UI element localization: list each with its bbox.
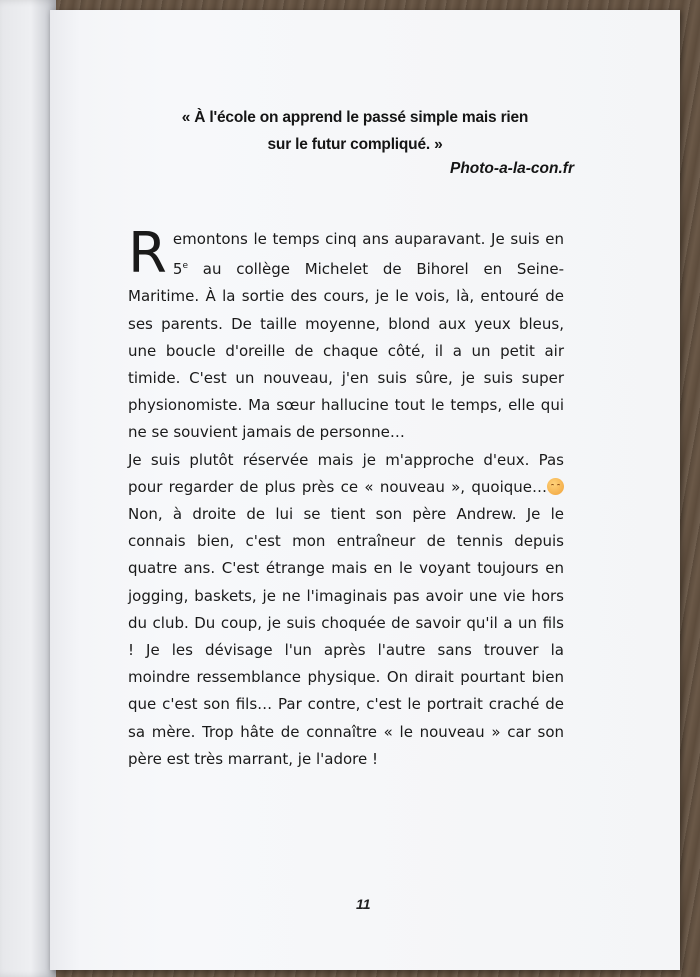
paragraph-1-text-a: emontons le temps cinq ans auparavant. Je suis en 5	[172, 230, 564, 279]
smiling-face-emoji-icon	[547, 478, 564, 495]
page-number: 11	[356, 896, 371, 912]
paragraph-2-text-b: Non, à droite de lui se tient son père Andrew. Je le connais bien, c'est mon entraîneur de tennis depuis quatre ans. C'est étrange mais en le voyant toujours en jogging, baskets, je ne l'imaginais pas avoir une vie hors du club. Du coup, je suis choquée de savoir qu'il a un fils ! Je les dévisage l'un après l'autre sans trouver la moindre ressemblance physique. On dirait pourtant bien que c'est son fils… Par contre, c'est le portrait craché de sa mère. Trop hâte de connaître « le nouveau » car son père est très marrant, je l'adore !	[128, 505, 564, 768]
epigraph-line-1: « À l'école on apprend le passé simple mais rien	[181, 109, 529, 126]
chapter-text	[128, 221, 564, 773]
left-page-edge	[0, 0, 56, 977]
paragraph-2-text-a: Je suis plutôt réservée mais je m'approche d'eux. Pas pour regarder de plus près ce « nouveau », quoique…	[128, 450, 564, 496]
drop-cap: R	[128, 221, 167, 286]
epigraph-line-2: sur le futur compliqué. »	[267, 136, 443, 153]
epigraph-source: Photo-a-la-con.fr	[450, 160, 574, 177]
epigraph-quote	[100, 104, 610, 158]
paragraph-1	[128, 221, 564, 447]
superscript-e: e	[182, 261, 189, 272]
paragraph-2	[128, 447, 564, 773]
paragraph-1-text-b: au collège Michelet de Bihorel en Seine-Maritime. À la sortie des cours, je le vois, là, entouré de ses parents. De taille moyenne, blond aux yeux bleus, une boucle d'oreille de chaque côté, il a un petit air timide. C'est un nouveau, j'en suis sûre, je suis super physionomiste. Ma sœur hallucine tout le temps, elle qui ne se souvient jamais de personne…	[128, 260, 564, 442]
